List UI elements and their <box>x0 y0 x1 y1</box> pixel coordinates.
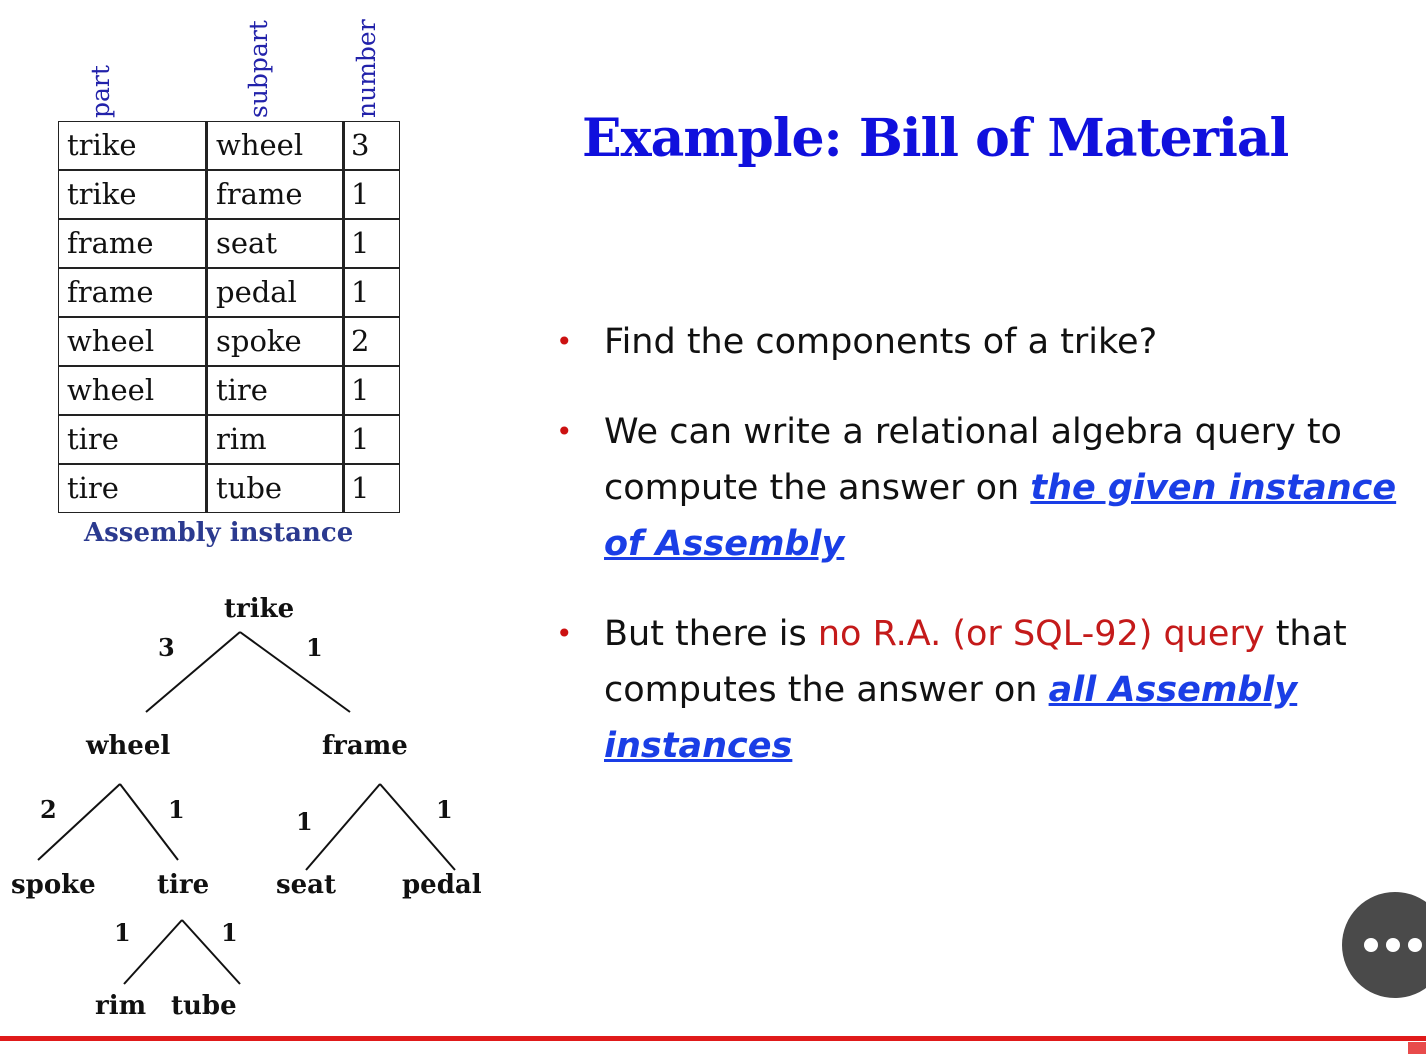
tree-node-trike: trike <box>224 594 295 624</box>
bullet-item-2 <box>556 404 1416 572</box>
bullet-list <box>556 314 1416 808</box>
cell-number: 1 <box>343 219 400 268</box>
table-row <box>58 464 400 513</box>
cell-number: 1 <box>343 415 400 464</box>
bullet-item-3 <box>556 606 1416 774</box>
cell-number: 1 <box>343 464 400 513</box>
table-row <box>58 366 400 415</box>
cell-number: 1 <box>343 366 400 415</box>
bullet-item-1 <box>556 314 1416 370</box>
edge-label-wheel-spoke: 2 <box>40 795 57 824</box>
cell-subpart: seat <box>206 219 343 268</box>
tree-node-pedal: pedal <box>402 870 482 900</box>
slide-title: Example: Bill of Material <box>582 108 1289 169</box>
table-row <box>58 121 400 170</box>
bullet-dot-icon: • <box>556 415 573 448</box>
table-row <box>58 317 400 366</box>
more-dots-icon <box>1386 938 1400 952</box>
link-all-instances[interactable]: all Assembly instances <box>604 670 1298 766</box>
bullet-text-2: We can write a relational algebra query to compute the answer on <box>604 412 1342 508</box>
edge-label-tire-rim: 1 <box>114 918 131 947</box>
more-options-button[interactable] <box>1342 892 1426 998</box>
bullet-text-3a: But there is <box>604 614 818 654</box>
assembly-table <box>58 121 400 513</box>
cell-part: frame <box>58 219 206 268</box>
cell-part: trike <box>58 170 206 219</box>
tree-node-seat: seat <box>276 870 337 900</box>
edge-label-frame-seat: 1 <box>296 807 313 836</box>
edge-label-wheel-tire: 1 <box>168 795 185 824</box>
column-header-number: number <box>352 19 381 118</box>
link-given-instance[interactable]: the given instance of Assembly <box>604 468 1397 564</box>
bullet-text-1: Find the components of a trike? <box>604 322 1158 362</box>
cell-subpart: tube <box>206 464 343 513</box>
table-row <box>58 219 400 268</box>
slide-number-marker <box>1408 1042 1426 1054</box>
cell-subpart: spoke <box>206 317 343 366</box>
bullet-dot-icon: • <box>556 325 573 358</box>
tree-node-wheel: wheel <box>86 731 171 761</box>
tree-node-frame: frame <box>322 731 408 761</box>
edge-label-trike-wheel: 3 <box>158 633 175 662</box>
table-row <box>58 415 400 464</box>
cell-number: 1 <box>343 170 400 219</box>
bottom-rule <box>0 1036 1426 1041</box>
cell-number: 1 <box>343 268 400 317</box>
cell-part: tire <box>58 415 206 464</box>
cell-part: frame <box>58 268 206 317</box>
edge-label-tire-tube: 1 <box>221 918 238 947</box>
cell-number: 3 <box>343 121 400 170</box>
cell-part: tire <box>58 464 206 513</box>
cell-subpart: tire <box>206 366 343 415</box>
bullet-text-3b: that computes the answer on <box>604 614 1347 710</box>
cell-subpart: wheel <box>206 121 343 170</box>
cell-part: trike <box>58 121 206 170</box>
cell-subpart: pedal <box>206 268 343 317</box>
bullet-text-3-highlight: no R.A. (or SQL-92) query <box>817 614 1265 654</box>
tree-node-spoke: spoke <box>11 870 96 900</box>
cell-number: 2 <box>343 317 400 366</box>
edge-label-frame-pedal: 1 <box>436 795 453 824</box>
bullet-dot-icon: • <box>556 617 573 650</box>
table-caption: Assembly instance <box>84 518 354 548</box>
edge-line-frame-seat <box>306 784 380 870</box>
more-dots-icon <box>1408 938 1422 952</box>
tree-node-tire: tire <box>157 870 210 900</box>
cell-part: wheel <box>58 366 206 415</box>
table-row <box>58 170 400 219</box>
table-row <box>58 268 400 317</box>
cell-subpart: frame <box>206 170 343 219</box>
column-header-part: part <box>86 65 115 118</box>
cell-part: wheel <box>58 317 206 366</box>
edge-line-tire-rim <box>124 920 182 984</box>
tree-node-tube: tube <box>171 991 237 1021</box>
tree-lines <box>0 580 500 1020</box>
cell-subpart: rim <box>206 415 343 464</box>
more-dots-icon <box>1364 938 1378 952</box>
edge-label-trike-frame: 1 <box>306 633 323 662</box>
tree-node-rim: rim <box>95 991 147 1021</box>
column-header-subpart: subpart <box>244 20 273 118</box>
edge-line-trike-frame <box>240 632 350 712</box>
